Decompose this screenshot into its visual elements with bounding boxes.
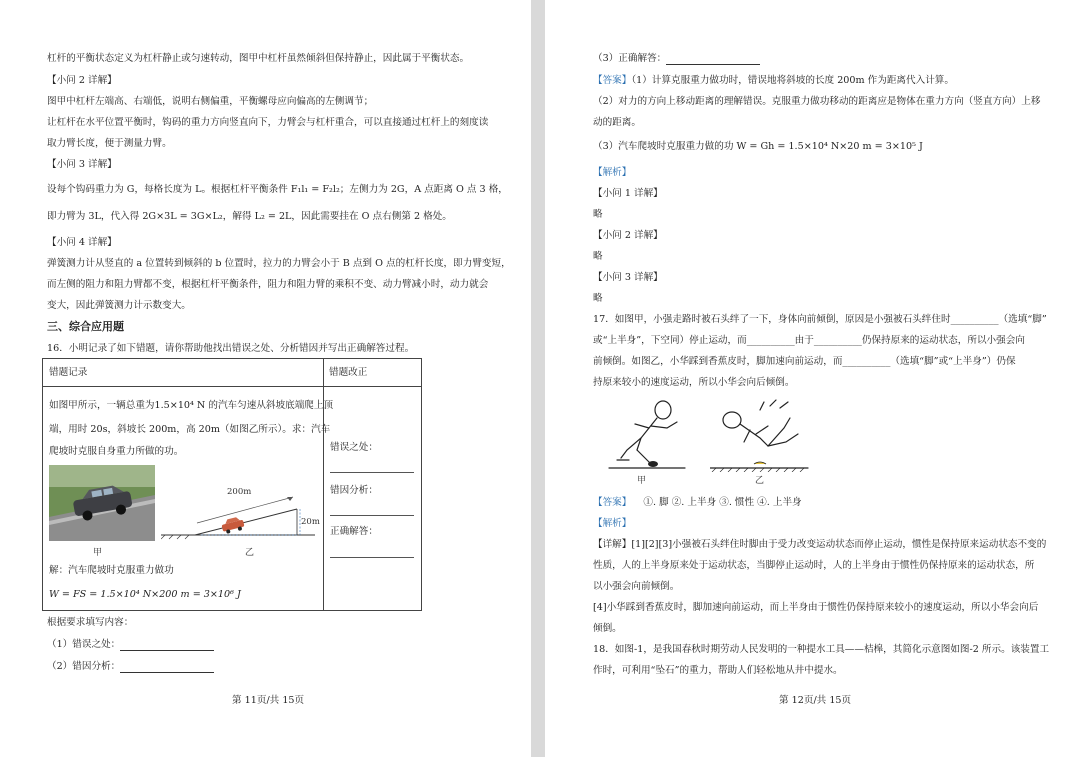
answer-line: 【答案】（1）计算克服重力做功时，错误地将斜坡的长度 200m 作为距离代入计算。	[593, 75, 954, 86]
solution-line: 解：汽车爬坡时克服重力做功	[49, 565, 174, 576]
detail-line: [4]小华踩到香蕉皮时，脚加速向前运动，而上半身由于惯性仍保持原来较小的速度运动，所以小华会向后	[593, 602, 1039, 613]
question-18-line: 作时，可利用“坠石”的重力，帮助人们轻松地从井中提水。	[593, 665, 843, 676]
text-line: 取力臂长度，便于测量力臂。	[47, 138, 172, 149]
detail-line: 倾倒。	[593, 623, 622, 634]
document-page-12	[545, 0, 1080, 757]
subsection-heading: 【小问 4 详解】	[47, 237, 117, 248]
subsection-body: 略	[593, 209, 603, 220]
problem-text: 端，用时 20s，斜坡长 200m，高 20m（如图乙所示）。求：汽车	[49, 424, 331, 435]
slipping-figure-illustration	[710, 398, 810, 472]
answer-blank-3[interactable]	[666, 53, 760, 65]
answer-tag: 【答案】	[593, 75, 632, 86]
subsection-heading: 【小问 2 详解】	[593, 230, 663, 241]
subsection-body: 略	[593, 293, 603, 304]
fill-intro: 根据要求填写内容：	[47, 617, 134, 628]
correction-label-answer: 正确解答：	[330, 526, 378, 537]
text-line: 弹簧测力计从竖直的 a 位置转到倾斜的 b 位置时，拉力的力臂会小于 B 点到 O 点的杠杆长度，即力臂变短，	[47, 258, 511, 269]
subsection-heading: 【小问 3 详解】	[593, 272, 663, 283]
car-photo	[49, 465, 155, 541]
slope-length-label: 200m	[227, 487, 252, 497]
answer-line: 动的距离。	[593, 117, 641, 128]
question-16-intro: 16．小明记录了如下错题，请你帮助他找出错误之处、分析错因并写出正确解答过程。	[47, 343, 415, 354]
q17-answer-line: 【答案】 ①. 脚 ②. 上半身 ③. 惯性 ④. 上半身	[593, 497, 802, 508]
figure-label-b: 乙	[755, 476, 765, 486]
detail-line: 性质，人的上半身原来处于运动状态，当脚停止运动时，人的上半身由于惯性仍保持原来的运动状态，所	[593, 560, 1035, 571]
answer-blank-1[interactable]	[120, 639, 214, 651]
page-footer: 第 12页/共 15页	[779, 695, 852, 706]
detail-line: 以小强会向前倾倒。	[593, 581, 680, 592]
question-17-line: 持原来较小的速度运动，所以小华会向后倾倒。	[593, 377, 795, 388]
page-gutter	[531, 0, 545, 757]
fill-item-1: （1）错误之处：	[47, 638, 214, 651]
question-17-line: 17．如图甲，小强走路时被石头绊了一下，身体向前倾倒，原因是小强被石头绊住时__________（选填“脚”	[593, 314, 1047, 325]
text-line: 图甲中杠杆左端高、右端低，说明右侧偏重，平衡螺母应向偏高的左侧调节；	[47, 96, 374, 107]
problem-text: 如图甲所示，一辆总重为1.5×10⁴ N 的汽车匀速从斜坡底端爬上顶	[49, 400, 334, 411]
figure-label-b: 乙	[245, 548, 255, 558]
detail-line: 【详解】[1][2][3]小强被石头绊住时脚由于受力改变运动状态而停止运动，惯性是保持原来运动状态不变的	[593, 539, 1047, 550]
table-header-record: 错题记录	[49, 367, 88, 378]
analysis-tag: 【解析】	[593, 167, 632, 178]
fill-item-2: （2）错因分析：	[47, 660, 214, 673]
answer-blank-2[interactable]	[120, 661, 214, 673]
correction-label-analysis: 错因分析：	[330, 485, 378, 496]
answer-line: （3）汽车爬坡时克服重力做的功 W = Gh = 1.5×10⁴ N×20 m = 3×10⁵ J	[593, 141, 923, 152]
subsection-heading: 【小问 3 详解】	[47, 159, 117, 170]
question-17-line: 或“上半身”，下空同）停止运动，而__________由于__________仍保持原来的运动状态，所以小强会向	[593, 335, 1025, 346]
page-footer: 第 11页/共 15页	[232, 695, 305, 706]
section-title: 三、综合应用题	[47, 320, 124, 333]
text-line: 而左侧的阻力和阻力臂都不变，根据杠杆平衡条件，阻力和阻力臂的乘积不变、动力臂减小时，动力就会	[47, 279, 489, 290]
text-line: 变大，因此弹簧测力计示数变大。	[47, 300, 191, 311]
figure-label-a: 甲	[93, 548, 103, 558]
text-line: 杠杆的平衡状态定义为杠杆静止或匀速转动，图甲中杠杆虽然倾斜但保持静止，因此属于平衡状态。	[47, 53, 470, 64]
answer-line: （2）对力的方向上移动距离的理解错误。克服重力做功移动的距离应是物体在重力方向（竖直方向）上移	[593, 96, 1041, 107]
text-line: 设每个钩码重力为 G，每格长度为 L。根据杠杆平衡条件 F₁l₁ = F₂l₂；左侧力为 2G，A 点距离 O 点 3 格，	[47, 184, 508, 195]
figure-label-a: 甲	[637, 476, 647, 486]
slope-height-label: 20m	[301, 517, 320, 527]
question-17-line: 前倾倒。如图乙，小华踩到香蕉皮时，脚加速向前运动，而__________（选填“脚”或“上半身”）仍保	[593, 356, 1016, 367]
text-line: 让杠杆在水平位置平衡时，钩码的重力方向竖直向下，力臂会与杠杆重合，可以直接通过杠杆上的刻度读	[47, 117, 489, 128]
subsection-body: 略	[593, 251, 603, 262]
question-18-line: 18．如图-1，是我国春秋时期劳动人民发明的一种提水工具——桔槔，其简化示意图如图-2 所示。该装置工	[593, 644, 1050, 655]
subsection-heading: 【小问 2 详解】	[47, 75, 117, 86]
problem-text: 爬坡时克服自身重力所做的功。	[49, 446, 184, 457]
analysis-tag: 【解析】	[593, 518, 632, 529]
correction-label-error: 错误之处：	[330, 442, 378, 453]
answer-tag: 【答案】	[593, 497, 632, 508]
subsection-heading: 【小问 1 详解】	[593, 188, 663, 199]
table-header-correction: 错题改正	[329, 367, 368, 378]
fill-item-3: （3）正确解答：	[593, 52, 760, 65]
solution-formula: W = FS = 1.5×10⁴ N×200 m = 3×10⁶ J	[49, 589, 241, 600]
text-line: 即力臂为 3L，代入得 2G×3L = 3G×L₂，解得 L₂ = 2L，因此需要挂在 O 点右侧第 2 格处。	[47, 211, 452, 222]
error-record-table	[42, 358, 422, 611]
stumbling-figure-illustration	[607, 398, 687, 472]
document-page-11	[0, 0, 531, 757]
